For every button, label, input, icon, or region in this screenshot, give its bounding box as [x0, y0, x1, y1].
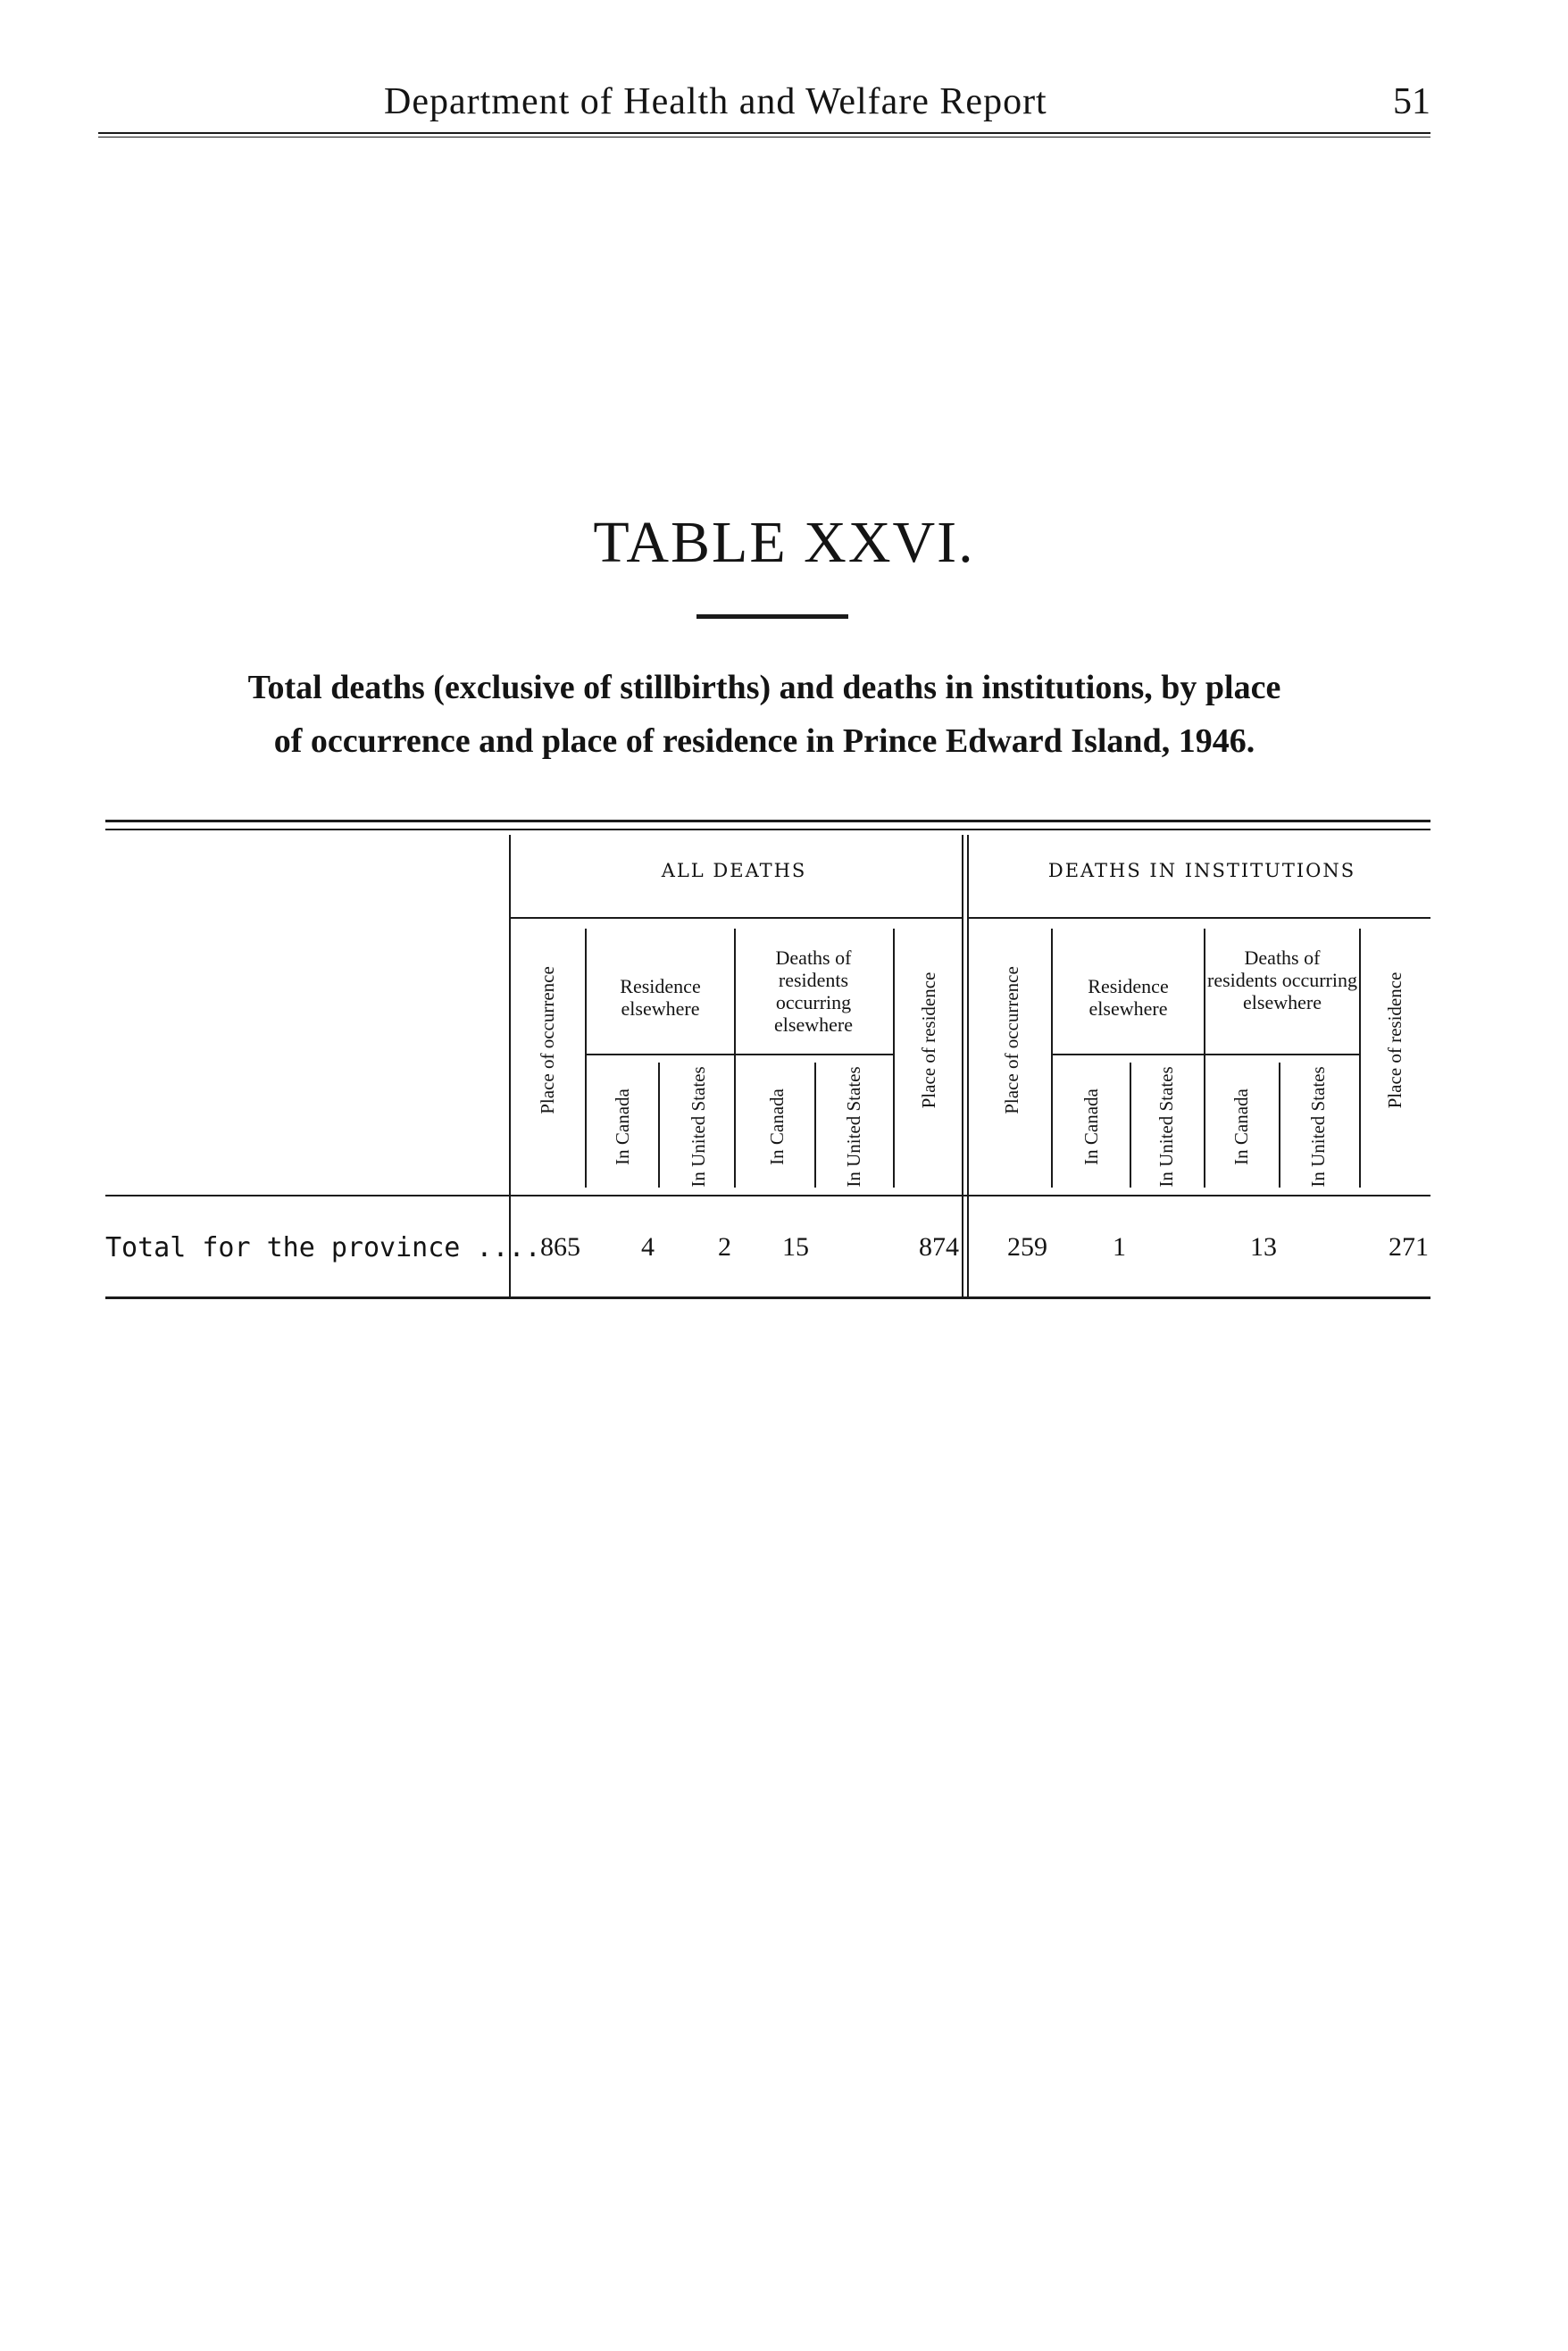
divider-all-3 — [893, 929, 895, 1188]
rule-inst-res — [1053, 1054, 1204, 1055]
head-all-place-of-residence: Place of residence — [918, 971, 939, 1109]
header-rule — [98, 132, 1430, 138]
divider-inst-dor — [1279, 1063, 1280, 1188]
head-inst-place-of-residence: Place of residence — [1384, 971, 1405, 1109]
divider-label-col — [509, 835, 511, 1299]
table-title: TABLE XXVI. — [593, 510, 975, 575]
head-inst-place-of-occurrence: Place of occurrence — [1001, 966, 1022, 1114]
divider-groups-a — [962, 835, 963, 1299]
page-number: 51 — [1393, 81, 1430, 122]
divider-all-2 — [734, 929, 736, 1188]
rule-all-dor — [736, 1054, 893, 1055]
divider-all-dor — [814, 1063, 816, 1188]
cell-all-res-canada: 4 — [641, 1232, 655, 1262]
table-caption — [98, 661, 1430, 768]
divider-groups-b — [967, 835, 969, 1299]
head-all-res-in-us: In United States — [688, 1066, 709, 1188]
cell-inst-dor-canada: 13 — [1250, 1232, 1277, 1262]
head-all-dor-in-canada: In Canada — [766, 1088, 788, 1165]
rule-all-res — [587, 1054, 734, 1055]
head-inst-residence-elsewhere: Residence elsewhere — [1088, 975, 1169, 1020]
caption-line-1: Total deaths (exclusive of stillbirths) and deaths in institutions, by place — [247, 669, 1281, 706]
cell-all-dor-canada: 15 — [782, 1232, 809, 1262]
group-all-deaths: ALL DEATHS — [661, 860, 807, 881]
cell-all-residence: 874 — [919, 1232, 959, 1262]
group-deaths-in-institutions: DEATHS IN INSTITUTIONS — [1047, 860, 1356, 881]
head-all-residence-elsewhere: Residence elsewhere — [620, 975, 701, 1020]
table-bottom-rule — [105, 1296, 1430, 1299]
divider-inst-1 — [1051, 929, 1053, 1188]
title-rule — [696, 614, 848, 619]
cell-inst-res-canada: 1 — [1113, 1232, 1126, 1262]
divider-inst-2 — [1204, 929, 1205, 1188]
row-label-total: Total for the province .... — [105, 1232, 541, 1263]
head-all-dor-in-us: In United States — [843, 1066, 864, 1188]
caption-line-2: of occurrence and place of residence in Prince Edward Island, 1946. — [273, 722, 1255, 760]
head-inst-res-in-us: In United States — [1155, 1066, 1177, 1188]
group-rule-inst — [967, 917, 1430, 919]
table-top-rule — [105, 820, 1430, 822]
head-all-res-in-canada: In Canada — [612, 1088, 633, 1165]
group-rule-all — [509, 917, 963, 919]
cell-all-occurrence: 865 — [540, 1232, 580, 1262]
rule-inst-dor — [1205, 1054, 1359, 1055]
page-header — [98, 80, 1430, 125]
header-bottom-rule — [105, 1195, 1430, 1196]
divider-all-1 — [585, 929, 587, 1188]
head-all-place-of-occurrence: Place of occurrence — [537, 966, 558, 1114]
head-all-deaths-of-residents: Deaths of residents occurring elsewhere — [774, 946, 853, 1036]
divider-all-res — [658, 1063, 660, 1188]
cell-inst-residence: 271 — [1389, 1232, 1429, 1262]
head-inst-deaths-of-residents: Deaths of residents occurring elsewhere — [1207, 946, 1357, 1013]
head-inst-dor-in-us: In United States — [1307, 1066, 1329, 1188]
table-top-rule-thin — [105, 829, 1430, 830]
head-inst-dor-in-canada: In Canada — [1230, 1088, 1252, 1165]
divider-inst-res — [1130, 1063, 1131, 1188]
head-inst-res-in-canada: In Canada — [1080, 1088, 1102, 1165]
cell-all-res-us: 2 — [718, 1232, 731, 1262]
cell-inst-occurrence: 259 — [1007, 1232, 1047, 1262]
divider-inst-3 — [1359, 929, 1361, 1188]
running-head: Department of Health and Welfare Report — [384, 81, 1047, 122]
